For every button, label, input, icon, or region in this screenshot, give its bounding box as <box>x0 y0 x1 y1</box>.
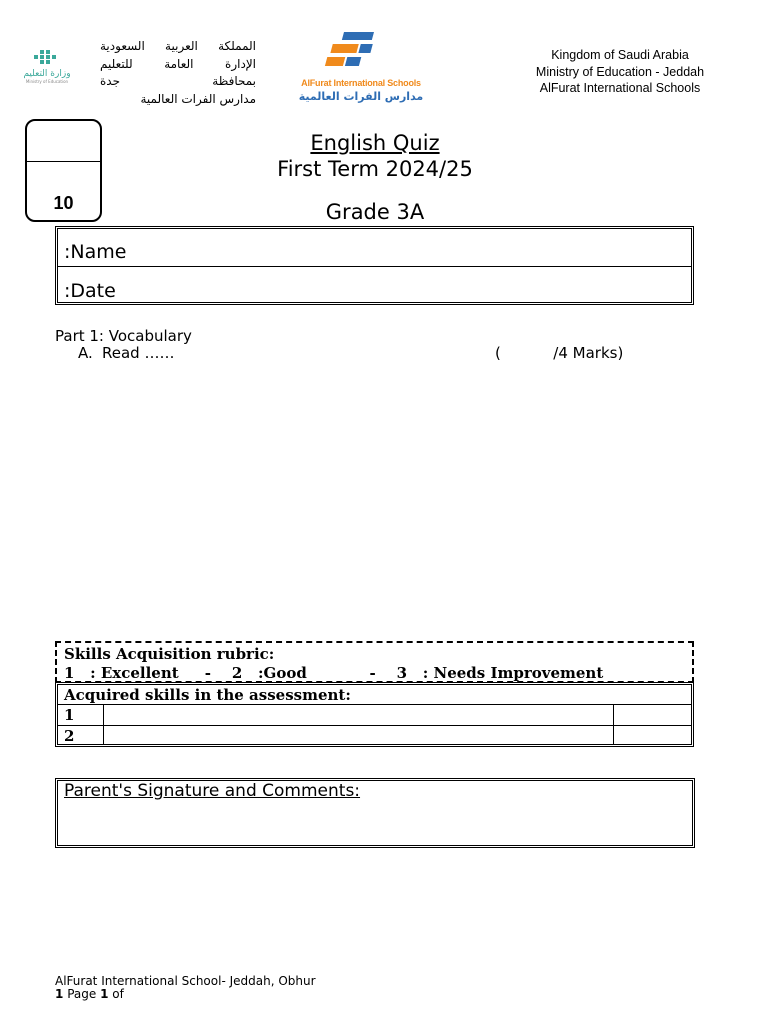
arabic-header-line: مدارس الفرات العالمية <box>140 91 256 106</box>
english-header-line: Ministry of Education - Jeddah <box>535 64 705 79</box>
moe-logo-text: وزارة التعليم <box>23 69 71 79</box>
score-box <box>25 119 102 222</box>
arabic-header-line: بمحافظة جدة <box>100 74 256 88</box>
student-info-box <box>55 226 694 305</box>
arabic-header-line: المملكة العربية السعودية <box>100 39 256 53</box>
skills-column-line <box>613 705 614 744</box>
skills-column-line <box>103 705 104 744</box>
skills-divider <box>58 725 691 726</box>
date-label: :Date <box>64 280 116 302</box>
english-header-line: AlFurat International Schools <box>539 81 701 95</box>
info-divider <box>58 266 691 267</box>
rubric-scale: 1 : Excellent - 2 :Good - 3 : Needs Improvement <box>64 664 604 682</box>
parent-signature-box <box>55 778 695 848</box>
footer-page-of: of <box>112 987 124 1001</box>
item-letter: A. <box>78 344 93 362</box>
score-divider <box>27 161 100 162</box>
skills-title: Acquired skills in the assessment: <box>64 686 351 704</box>
score-max: 10 <box>53 193 74 213</box>
skills-row-number: 1 <box>64 706 75 724</box>
item-text: Read …… <box>102 344 175 362</box>
ministry-of-education-logo <box>14 48 80 86</box>
footer-page-word: Page <box>67 987 97 1001</box>
footer-page <box>55 987 124 1001</box>
quiz-title: English Quiz <box>310 131 440 155</box>
footer-page-num: 1 <box>55 987 64 1001</box>
school-logo-arabic: مدارس الفرات العالمية <box>298 90 424 103</box>
skills-row-number: 2 <box>64 727 75 745</box>
footer-page-cur: 1 <box>100 987 109 1001</box>
skills-rubric-box <box>55 641 694 683</box>
arabic-header <box>100 38 256 108</box>
rubric-title: Skills Acquisition rubric: <box>64 645 275 663</box>
skills-divider <box>58 704 691 705</box>
english-header <box>520 47 720 97</box>
english-header-line: Kingdom of Saudi Arabia <box>551 48 689 62</box>
school-logo-english: AlFurat International Schools <box>301 78 421 88</box>
parent-signature-label: Parent's Signature and Comments: <box>64 781 361 801</box>
part1-marks: ( /4 Marks) <box>495 344 624 362</box>
alfurat-school-logo <box>296 28 426 108</box>
part1-item-a <box>78 344 174 362</box>
quiz-grade: Grade 3A <box>325 200 425 224</box>
acquired-skills-table <box>55 682 694 747</box>
arabic-header-line: الإدارة العامة للتعليم <box>100 56 256 71</box>
name-label: :Name <box>64 241 127 263</box>
part1-heading: Part 1: Vocabulary <box>55 327 192 345</box>
quiz-term: First Term 2024/25 <box>277 157 473 181</box>
moe-logo-subtext: Ministry of Education <box>25 79 69 84</box>
footer-school: AlFurat International School- Jeddah, Obhur <box>55 974 316 988</box>
